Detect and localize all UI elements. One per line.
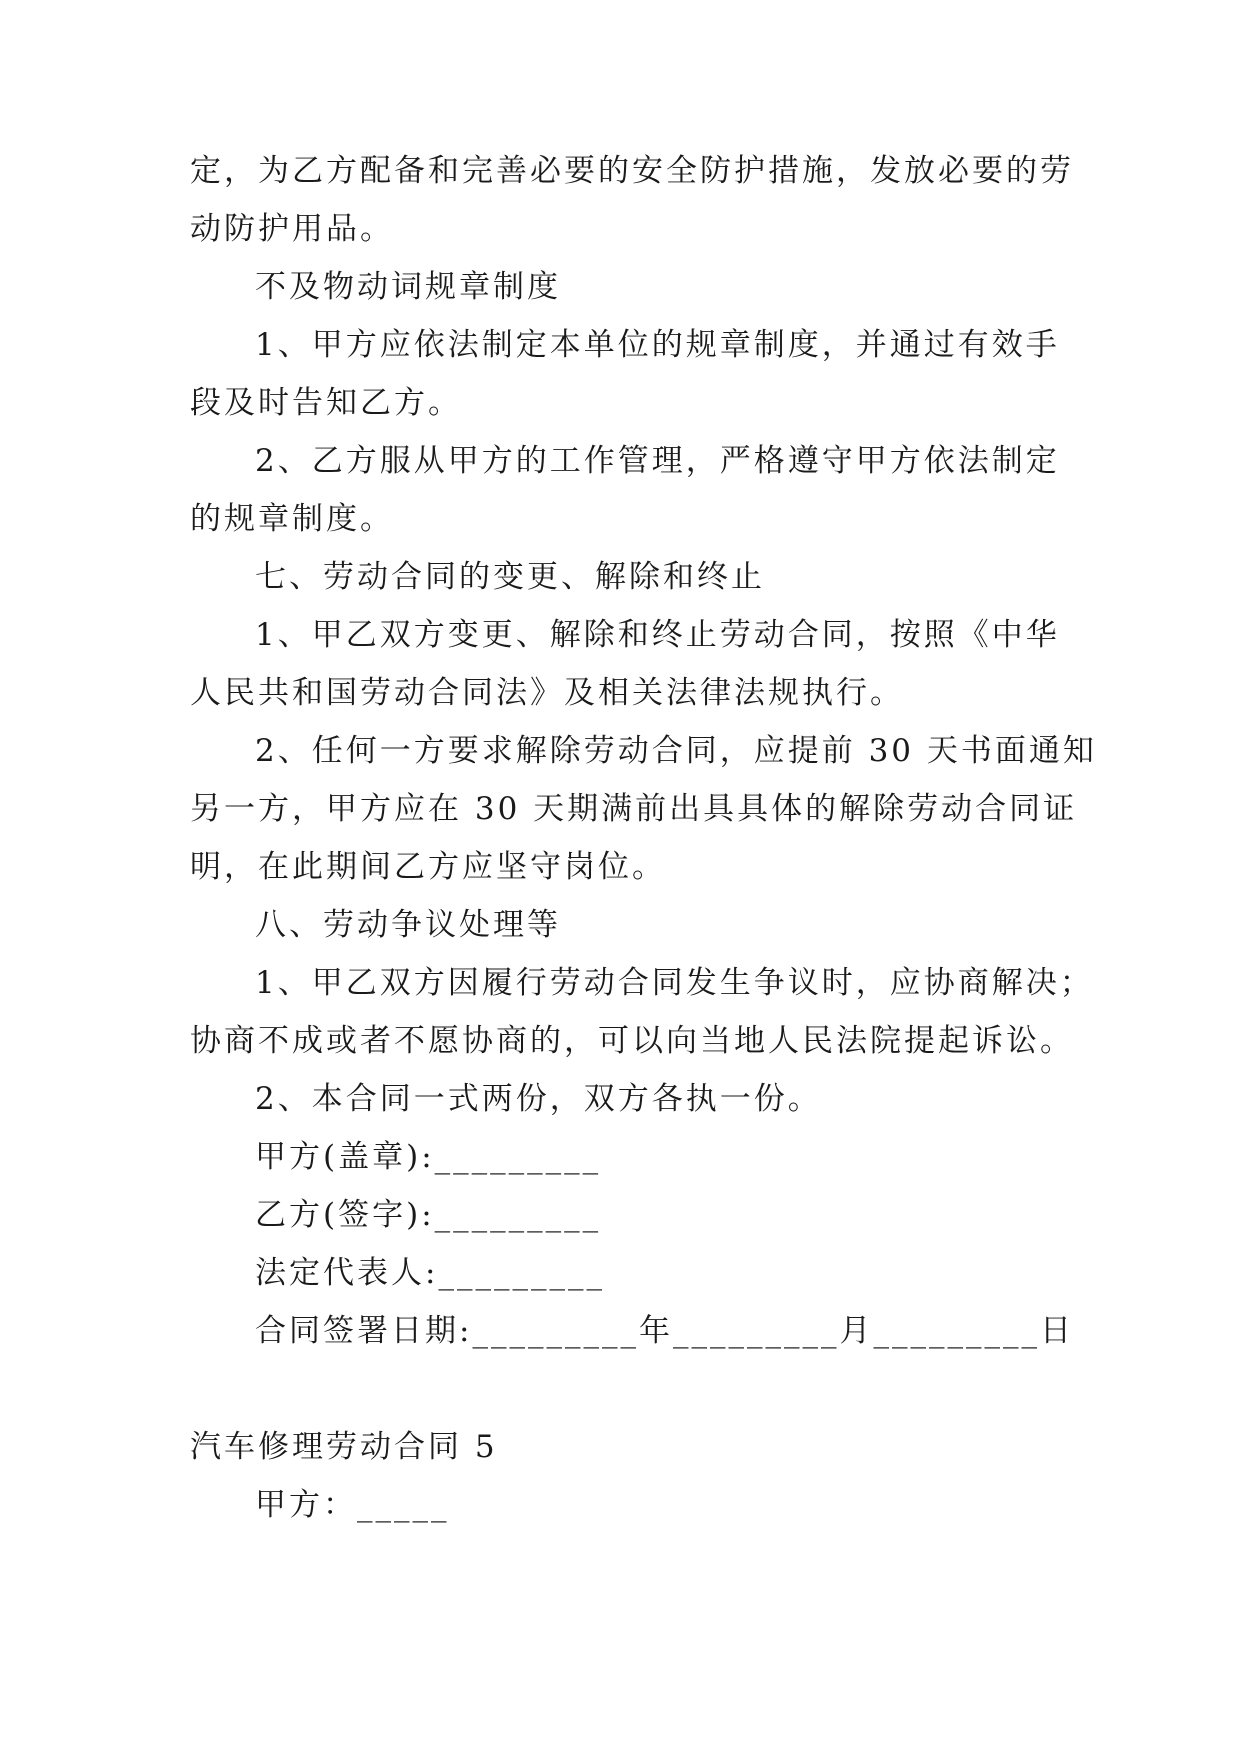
paragraph-line: 1、甲方应依法制定本单位的规章制度，并通过有效手	[255, 327, 1060, 363]
document-title: 汽车修理劳动合同 5	[190, 1429, 498, 1465]
signature-date-field: 合同签署日期:_________年_________月_________日	[255, 1313, 1074, 1349]
paragraph-line: 2、任何一方要求解除劳动合同，应提前 30 天书面通知	[255, 733, 1097, 769]
paragraph-line: 定，为乙方配备和完善必要的安全防护措施，发放必要的劳	[190, 153, 1074, 189]
paragraph-line: 另一方，甲方应在 30 天期满前出具具体的解除劳动合同证	[190, 791, 1078, 827]
signature-field-legal-rep: 法定代表人:_________	[255, 1255, 605, 1291]
paragraph-line: 2、本合同一式两份，双方各执一份。	[255, 1081, 822, 1117]
signature-field-party-a: 甲方(盖章):_________	[255, 1139, 602, 1175]
paragraph-line: 协商不成或者不愿协商的，可以向当地人民法院提起诉讼。	[190, 1023, 1074, 1059]
signature-field-party-b: 乙方(签字):_________	[255, 1197, 602, 1233]
paragraph-line: 2、乙方服从甲方的工作管理，严格遵守甲方依法制定	[255, 443, 1060, 479]
paragraph-line: 1、甲乙双方变更、解除和终止劳动合同，按照《中华	[255, 617, 1060, 653]
paragraph-line: 明，在此期间乙方应坚守岗位。	[190, 849, 666, 885]
party-a-field: 甲方：_____	[255, 1487, 450, 1523]
section-heading: 七、劳动合同的变更、解除和终止	[255, 559, 765, 595]
paragraph-line: 的规章制度。	[190, 501, 394, 537]
paragraph-line: 段及时告知乙方。	[190, 385, 462, 421]
paragraph-line: 人民共和国劳动合同法》及相关法律法规执行。	[190, 675, 904, 711]
section-heading: 八、劳动争议处理等	[255, 907, 561, 943]
paragraph-line: 1、甲乙双方因履行劳动合同发生争议时，应协商解决；	[255, 965, 1094, 1001]
paragraph-line: 动防护用品。	[190, 211, 394, 247]
section-heading: 不及物动词规章制度	[255, 269, 561, 305]
